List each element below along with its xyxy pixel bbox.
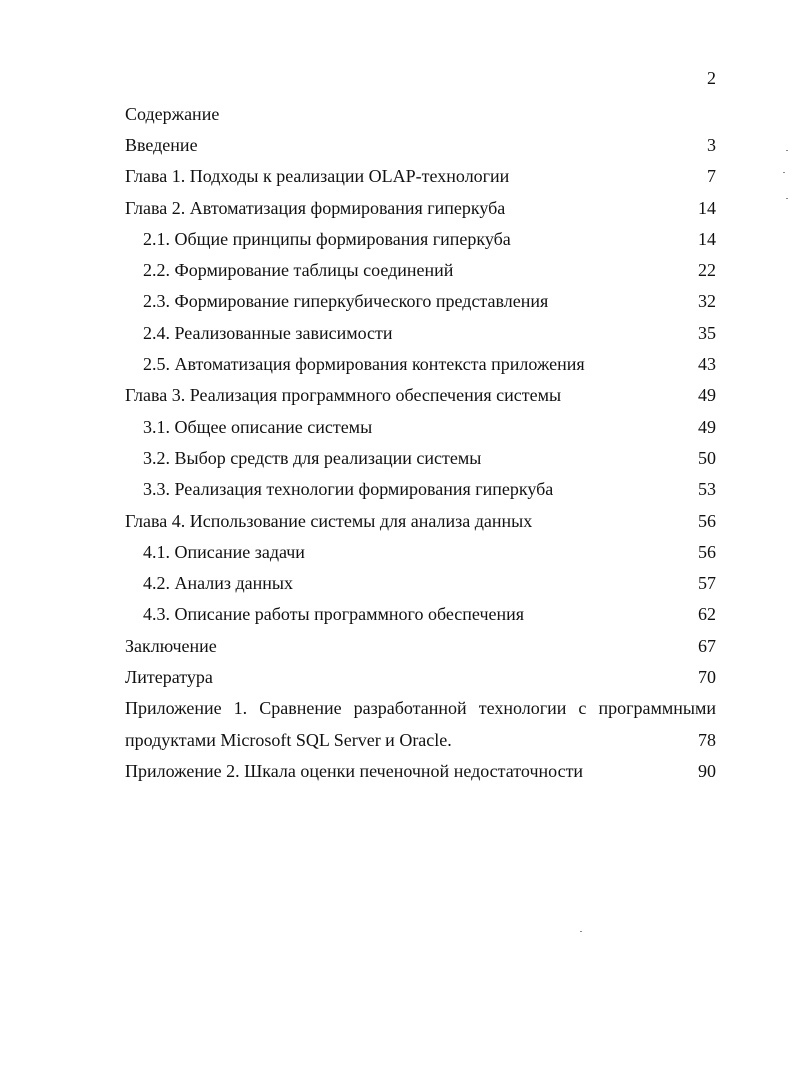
scan-speck bbox=[786, 198, 788, 199]
toc-entry-page: 56 bbox=[698, 510, 716, 531]
toc-entry-page: 14 bbox=[698, 197, 716, 218]
toc-entry-text: 2.1. Общие принципы формирования гиперкуба bbox=[143, 228, 511, 249]
toc-entry-page: 3 bbox=[707, 135, 716, 155]
page-number: 2 bbox=[707, 68, 716, 88]
toc-entry-chapter-1 bbox=[125, 166, 716, 197]
toc-entry-section-2-3 bbox=[125, 291, 716, 322]
toc-entry-appendix-2 bbox=[125, 761, 716, 792]
toc-entry-page: 70 bbox=[698, 667, 716, 688]
toc-entry-text: Глава 2. Автоматизация формирования гиперкуба bbox=[125, 197, 506, 218]
toc-entry-section-2-2 bbox=[125, 260, 716, 291]
toc-entry-section-2-1 bbox=[125, 229, 716, 260]
toc-title: Содержание bbox=[125, 104, 220, 124]
scan-speck bbox=[783, 172, 785, 173]
toc-entry-text-line2: продуктами Microsoft SQL Server и Oracle. bbox=[125, 729, 452, 750]
toc-entry-text: Глава 4. Использование системы для анализа данных bbox=[125, 510, 533, 531]
toc-entry-text: 2.3. Формирование гиперкубического представления bbox=[143, 291, 549, 312]
toc-entry-section-2-5 bbox=[125, 354, 716, 385]
toc-entry-text: 3.3. Реализация технологии формирования гиперкуба bbox=[143, 479, 554, 500]
toc-entry-text: Литература bbox=[125, 667, 213, 688]
toc-entry-section-3-3 bbox=[125, 479, 716, 510]
toc-entry-text-line1: Приложение 1. Сравнение разработанной технологии с программными bbox=[125, 698, 716, 719]
toc-entry-page: 90 bbox=[698, 760, 716, 781]
toc-entry-text: Заключение bbox=[125, 635, 217, 656]
toc-entry-page: 22 bbox=[698, 260, 716, 281]
toc-entry-page: 56 bbox=[698, 541, 716, 562]
toc-entry-references bbox=[125, 667, 716, 698]
toc-entry-text: 4.1. Описание задачи bbox=[143, 541, 305, 562]
toc-entry-text: 2.2. Формирование таблицы соединений bbox=[143, 260, 454, 281]
toc-entry-page: 43 bbox=[698, 354, 716, 375]
toc-entry-introduction bbox=[125, 135, 716, 166]
toc-entry-text: 3.1. Общее описание системы bbox=[143, 416, 373, 437]
toc-entry-page: 57 bbox=[698, 573, 716, 594]
toc-entry-text: 3.2. Выбор средств для реализации системы bbox=[143, 447, 482, 468]
scan-speck bbox=[786, 150, 788, 151]
toc-entry-line2 bbox=[125, 730, 716, 761]
toc-entry-appendix-1 bbox=[125, 698, 716, 761]
toc-entry-text: Введение bbox=[125, 135, 198, 155]
toc-entry-chapter-3 bbox=[125, 385, 716, 416]
toc-entry-text: 4.2. Анализ данных bbox=[143, 573, 294, 594]
toc-entry-section-4-2 bbox=[125, 573, 716, 604]
toc-entry-section-3-2 bbox=[125, 448, 716, 479]
toc-entry-section-2-4 bbox=[125, 323, 716, 354]
toc-entry-text: 4.3. Описание работы программного обеспечения bbox=[143, 604, 525, 625]
toc-entry-page: 49 bbox=[698, 416, 716, 437]
toc-entry-page: 50 bbox=[698, 447, 716, 468]
toc-entry-text: Приложение 2. Шкала оценки печеночной недостаточности bbox=[125, 760, 584, 781]
toc-entry-section-3-1 bbox=[125, 417, 716, 448]
toc-entry-page: 53 bbox=[698, 479, 716, 500]
toc-entry-text: 2.4. Реализованные зависимости bbox=[143, 322, 393, 343]
toc-entry-section-4-3 bbox=[125, 604, 716, 635]
scan-speck bbox=[580, 931, 582, 932]
toc-entry-conclusion bbox=[125, 636, 716, 667]
toc-entry-page: 32 bbox=[698, 291, 716, 312]
toc-entry-text: 2.5. Автоматизация формирования контекста приложения bbox=[143, 354, 585, 375]
toc-entry-chapter-2 bbox=[125, 198, 716, 229]
toc-entry-page: 7 bbox=[707, 166, 716, 187]
toc-entry-chapter-4 bbox=[125, 511, 716, 542]
toc-entry-text: Глава 3. Реализация программного обеспечения системы bbox=[125, 385, 562, 406]
toc-entry-text: Глава 1. Подходы к реализации OLAP-технологии bbox=[125, 166, 510, 187]
toc-entry-page: 78 bbox=[698, 729, 716, 750]
toc-entry-section-4-1 bbox=[125, 542, 716, 573]
toc-entry-page: 35 bbox=[698, 322, 716, 343]
toc-entry-page: 14 bbox=[698, 228, 716, 249]
toc-entry-page: 49 bbox=[698, 385, 716, 406]
toc-entry-page: 62 bbox=[698, 604, 716, 625]
table-of-contents bbox=[125, 135, 716, 792]
toc-entry-page: 67 bbox=[698, 635, 716, 656]
